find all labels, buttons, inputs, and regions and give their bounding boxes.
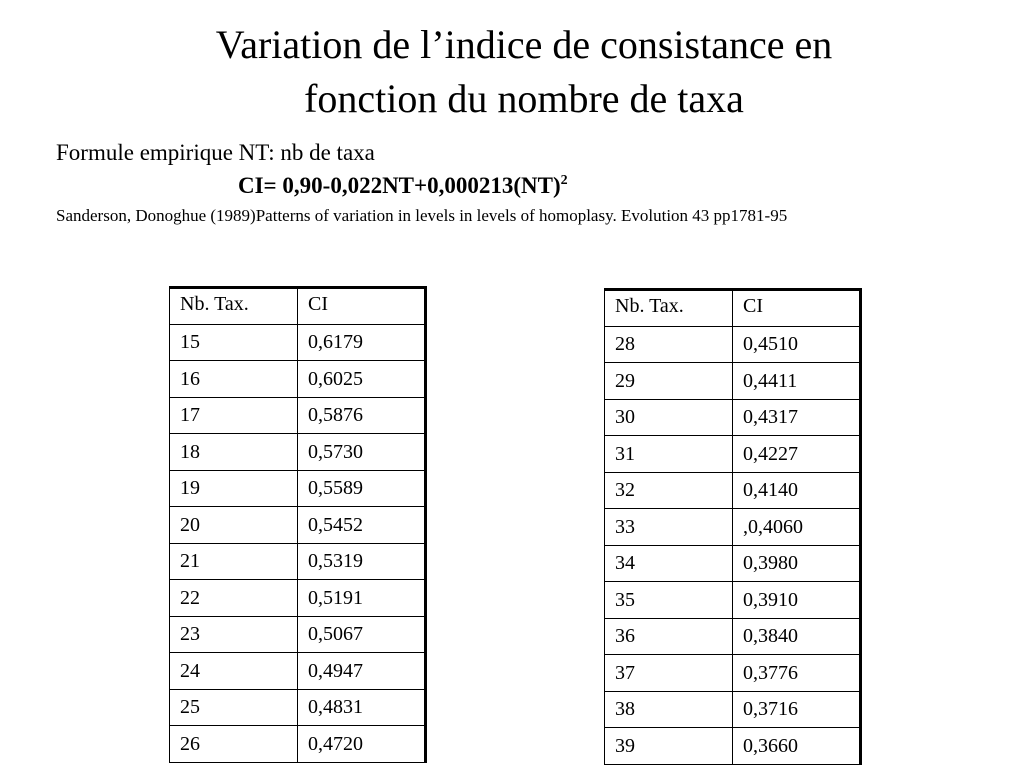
cell-nb-tax: 19 [170, 470, 298, 507]
cell-nb-tax: 15 [170, 324, 298, 361]
cell-ci: 0,4317 [733, 399, 861, 436]
reference-citation: Sanderson, Donoghue (1989)Patterns of variation in levels in levels of homoplasy. Evolution 43 pp1781-95 [56, 206, 788, 225]
cell-nb-tax: 16 [170, 361, 298, 398]
table-row [605, 399, 861, 436]
cell-nb-tax: 24 [170, 653, 298, 690]
formula-intro: Formule empirique NT: nb de taxa [56, 140, 375, 165]
table-row [170, 580, 426, 617]
table-row [170, 324, 426, 361]
cell-ci: 0,5319 [298, 543, 426, 580]
table-row [605, 509, 861, 546]
table-row [605, 618, 861, 655]
table-row [605, 436, 861, 473]
header-nb-tax: Nb. Tax. [605, 290, 733, 327]
table-row [605, 363, 861, 400]
table-row [170, 653, 426, 690]
cell-nb-tax: 36 [605, 618, 733, 655]
cell-ci: 0,5876 [298, 397, 426, 434]
cell-ci: 0,5730 [298, 434, 426, 471]
cell-ci: 0,4947 [298, 653, 426, 690]
cell-nb-tax: 37 [605, 655, 733, 692]
cell-ci: 0,3660 [733, 728, 861, 765]
cell-nb-tax: 38 [605, 691, 733, 728]
cell-nb-tax: 29 [605, 363, 733, 400]
cell-ci: 0,5452 [298, 507, 426, 544]
cell-nb-tax: 17 [170, 397, 298, 434]
table-row [605, 655, 861, 692]
slide-title-line-1: Variation de l’indice de consistance en [215, 22, 833, 67]
table-row [605, 545, 861, 582]
ci-table-left [169, 286, 427, 763]
table-row [605, 728, 861, 765]
table-row [170, 543, 426, 580]
cell-nb-tax: 32 [605, 472, 733, 509]
table-row [170, 434, 426, 471]
cell-nb-tax: 39 [605, 728, 733, 765]
cell-nb-tax: 33 [605, 509, 733, 546]
table-row [170, 361, 426, 398]
table-header-row [605, 290, 861, 327]
cell-ci: 0,3980 [733, 545, 861, 582]
cell-nb-tax: 23 [170, 616, 298, 653]
cell-ci: 0,5067 [298, 616, 426, 653]
cell-ci: 0,6025 [298, 361, 426, 398]
cell-ci: ,0,4060 [733, 509, 861, 546]
slide-title-line-2: fonction du nombre de taxa [304, 76, 744, 121]
slide-title [0, 18, 1024, 126]
header-ci: CI [298, 288, 426, 325]
cell-ci: 0,3840 [733, 618, 861, 655]
cell-ci: 0,5589 [298, 470, 426, 507]
cell-nb-tax: 34 [605, 545, 733, 582]
formula [238, 171, 568, 201]
cell-ci: 0,3716 [733, 691, 861, 728]
header-nb-tax: Nb. Tax. [170, 288, 298, 325]
table-row [170, 616, 426, 653]
table-row [605, 326, 861, 363]
cell-ci: 0,4831 [298, 689, 426, 726]
header-ci: CI [733, 290, 861, 327]
table-header-row [170, 288, 426, 325]
table-row [605, 472, 861, 509]
cell-ci: 0,6179 [298, 324, 426, 361]
cell-nb-tax: 25 [170, 689, 298, 726]
cell-ci: 0,4140 [733, 472, 861, 509]
table-row [170, 726, 426, 763]
cell-ci: 0,4510 [733, 326, 861, 363]
table-row [605, 691, 861, 728]
cell-ci: 0,3910 [733, 582, 861, 619]
cell-nb-tax: 18 [170, 434, 298, 471]
table-row [170, 397, 426, 434]
cell-nb-tax: 30 [605, 399, 733, 436]
table-row [170, 470, 426, 507]
ci-table-right [604, 288, 862, 765]
table-row [170, 507, 426, 544]
cell-ci: 0,5191 [298, 580, 426, 617]
formula-text: CI= 0,90-0,022NT+0,000213(NT) [238, 173, 561, 198]
cell-nb-tax: 31 [605, 436, 733, 473]
cell-ci: 0,4227 [733, 436, 861, 473]
formula-exponent: 2 [560, 173, 568, 188]
cell-nb-tax: 26 [170, 726, 298, 763]
table-row [605, 582, 861, 619]
cell-ci: 0,4720 [298, 726, 426, 763]
cell-nb-tax: 22 [170, 580, 298, 617]
cell-nb-tax: 35 [605, 582, 733, 619]
cell-ci: 0,3776 [733, 655, 861, 692]
cell-nb-tax: 28 [605, 326, 733, 363]
cell-nb-tax: 20 [170, 507, 298, 544]
cell-nb-tax: 21 [170, 543, 298, 580]
cell-ci: 0,4411 [733, 363, 861, 400]
table-row [170, 689, 426, 726]
